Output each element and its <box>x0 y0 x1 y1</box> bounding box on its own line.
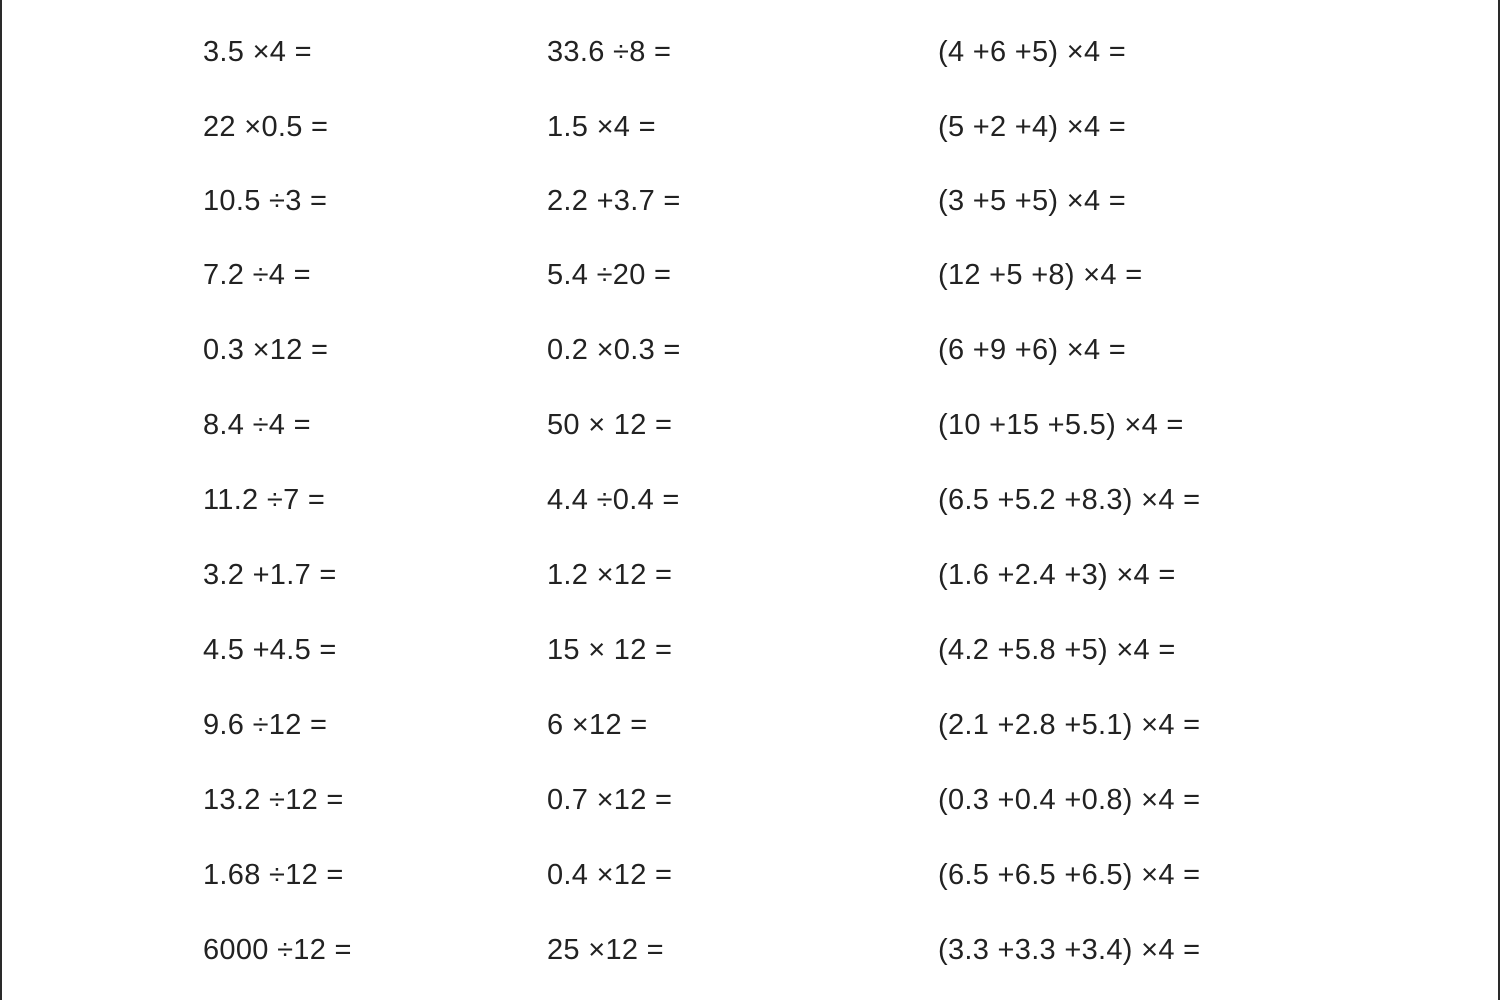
problem-column-1: 22 ×0.5 = <box>203 111 329 143</box>
problem-column-2: 6 ×12 = <box>547 709 648 741</box>
problem-column-1: 1.68 ÷12 = <box>203 859 344 891</box>
problem-row <box>0 770 1500 830</box>
problem-row <box>0 470 1500 530</box>
problem-row <box>0 395 1500 455</box>
problem-column-2: 33.6 ÷8 = <box>547 36 672 68</box>
problem-column-2: 0.4 ×12 = <box>547 859 673 891</box>
problem-column-1: 0.3 ×12 = <box>203 334 329 366</box>
problem-column-2: 1.2 ×12 = <box>547 559 673 591</box>
problem-column-3: (3.3 +3.3 +3.4) ×4 = <box>938 934 1201 966</box>
problem-column-1: 3.2 +1.7 = <box>203 559 337 591</box>
problem-row <box>0 97 1500 157</box>
problem-column-3: (0.3 +0.4 +0.8) ×4 = <box>938 784 1201 816</box>
problem-column-3: (2.1 +2.8 +5.1) ×4 = <box>938 709 1201 741</box>
problem-column-1: 6000 ÷12 = <box>203 934 352 966</box>
problem-column-1: 7.2 ÷4 = <box>203 259 311 291</box>
problem-column-3: (6 +9 +6) ×4 = <box>938 334 1126 366</box>
problem-column-2: 15 × 12 = <box>547 634 673 666</box>
problem-column-1: 9.6 ÷12 = <box>203 709 328 741</box>
problem-column-3: (4 +6 +5) ×4 = <box>938 36 1126 68</box>
problem-row <box>0 545 1500 605</box>
problem-column-3: (1.6 +2.4 +3) ×4 = <box>938 559 1176 591</box>
problem-column-2: 2.2 +3.7 = <box>547 185 681 217</box>
problem-column-3: (6.5 +6.5 +6.5) ×4 = <box>938 859 1201 891</box>
problem-column-2: 1.5 ×4 = <box>547 111 656 143</box>
problem-column-1: 3.5 ×4 = <box>203 36 312 68</box>
problem-column-2: 50 × 12 = <box>547 409 673 441</box>
problem-column-3: (3 +5 +5) ×4 = <box>938 185 1126 217</box>
problem-row <box>0 695 1500 755</box>
problem-row <box>0 320 1500 380</box>
problem-column-1: 10.5 ÷3 = <box>203 185 328 217</box>
problem-column-2: 5.4 ÷20 = <box>547 259 672 291</box>
problem-row <box>0 620 1500 680</box>
problem-column-2: 4.4 ÷0.4 = <box>547 484 680 516</box>
problem-column-2: 25 ×12 = <box>547 934 664 966</box>
problem-column-1: 13.2 ÷12 = <box>203 784 344 816</box>
problem-row <box>0 920 1500 980</box>
problem-column-2: 0.2 ×0.3 = <box>547 334 681 366</box>
problem-column-3: (10 +15 +5.5) ×4 = <box>938 409 1184 441</box>
problem-column-3: (5 +2 +4) ×4 = <box>938 111 1126 143</box>
problem-column-1: 4.5 +4.5 = <box>203 634 337 666</box>
problem-column-1: 11.2 ÷7 = <box>203 484 326 516</box>
problem-row <box>0 245 1500 305</box>
problem-column-3: (6.5 +5.2 +8.3) ×4 = <box>938 484 1201 516</box>
problem-column-3: (4.2 +5.8 +5) ×4 = <box>938 634 1176 666</box>
problem-column-3: (12 +5 +8) ×4 = <box>938 259 1143 291</box>
problem-row <box>0 171 1500 231</box>
problem-column-2: 0.7 ×12 = <box>547 784 673 816</box>
problem-row <box>0 22 1500 82</box>
problem-row <box>0 845 1500 905</box>
problem-column-1: 8.4 ÷4 = <box>203 409 311 441</box>
